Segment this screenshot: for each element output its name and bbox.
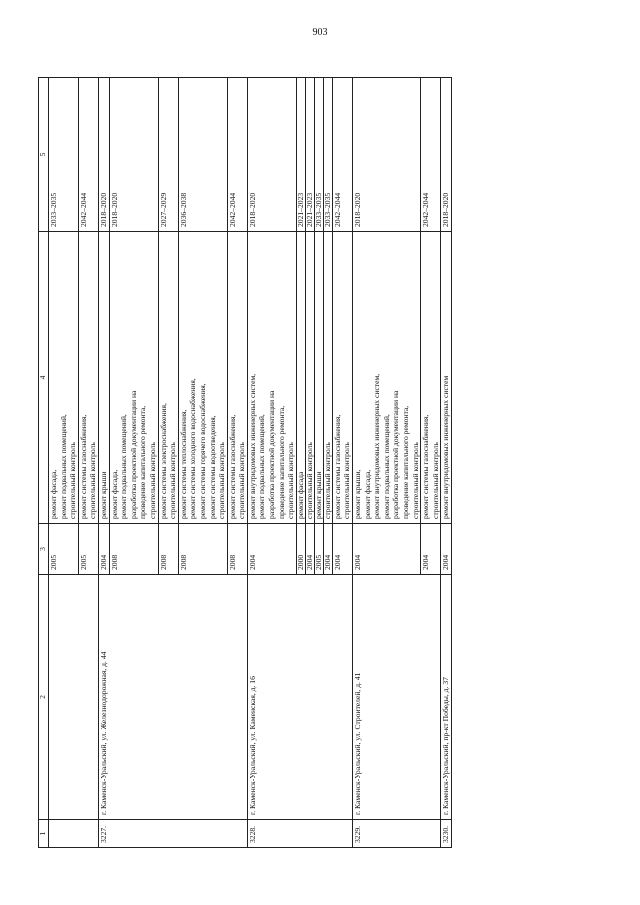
works-cell bbox=[158, 232, 178, 524]
works-cell bbox=[314, 232, 323, 524]
planned-period-cell: 2036–2038 bbox=[178, 78, 227, 232]
works-cell bbox=[305, 232, 314, 524]
address-cell: г. Каменск-Уральский, ул. Строителей, д. 41 bbox=[353, 575, 441, 820]
table-row bbox=[441, 78, 452, 848]
works-cell bbox=[98, 232, 109, 524]
build-year-cell: 2008 bbox=[227, 524, 247, 575]
work-line: строительный контроль bbox=[286, 442, 296, 519]
entry-number-cell: 3230. bbox=[441, 820, 452, 848]
planned-period-cell: 2042–2044 bbox=[227, 78, 247, 232]
table-row bbox=[49, 78, 79, 848]
work-line: ремонт системы газоснабжения, bbox=[227, 414, 237, 519]
work-line: строительный контроль bbox=[217, 442, 227, 519]
address-cell: г. Каменск-Уральский, пр-кт Победы, д. 37 bbox=[441, 575, 452, 820]
works-cell bbox=[332, 232, 352, 524]
work-line: ремонт внутридомовых инженерных систем, bbox=[247, 373, 257, 519]
address-cell: г. Каменск-Уральский, ул. Каменская, д. 16 bbox=[247, 575, 352, 820]
works-cell bbox=[441, 232, 452, 524]
work-line: ремонт фасада, bbox=[49, 469, 58, 519]
column-number-4: 4 bbox=[39, 232, 49, 524]
table-body bbox=[49, 78, 452, 848]
work-line: ремонт внутридомовых инженерных систем, bbox=[372, 373, 382, 519]
work-line: строительный контроль bbox=[304, 442, 314, 519]
work-line: строительный контроль bbox=[88, 442, 98, 519]
repair-schedule-table bbox=[38, 77, 452, 848]
work-line: разработка проектной документации на bbox=[267, 390, 277, 519]
planned-period-cell: 2018–2020 bbox=[441, 78, 452, 232]
column-number-3: 3 bbox=[39, 524, 49, 575]
build-year-cell: 2004 bbox=[353, 524, 421, 575]
planned-period-cell: 2042–2044 bbox=[78, 78, 98, 232]
work-line: ремонт системы электроснабжения, bbox=[158, 403, 168, 519]
work-line: ремонт подвальных помещений, bbox=[58, 414, 68, 519]
work-line: строительный контроль bbox=[237, 442, 247, 519]
work-line: проведение капитального ремонта, bbox=[276, 405, 286, 519]
build-year-cell: 2008 bbox=[178, 524, 227, 575]
planned-period-cell: 2018–2020 bbox=[98, 78, 109, 232]
column-number-1: 1 bbox=[39, 820, 49, 848]
build-year-cell: 2004 bbox=[247, 524, 296, 575]
work-line: проведение капитального ремонта, bbox=[401, 405, 410, 519]
work-line: ремонт системы газоснабжения, bbox=[332, 414, 342, 519]
works-cell bbox=[353, 232, 421, 524]
build-year-cell: 2005 bbox=[78, 524, 98, 575]
works-cell bbox=[247, 232, 296, 524]
work-line: ремонт системы водоотведения, bbox=[207, 415, 217, 519]
work-line: ремонт крыши, bbox=[353, 469, 363, 519]
rotated-table-wrapper bbox=[38, 78, 588, 848]
work-line: ремонт подвальных помещений, bbox=[381, 414, 391, 519]
works-cell bbox=[296, 232, 305, 524]
work-line: строительный контроль bbox=[322, 442, 332, 519]
build-year-cell: 2005 bbox=[49, 524, 79, 575]
work-line: строительный контроль bbox=[68, 442, 78, 519]
works-cell bbox=[49, 232, 79, 524]
column-number-row bbox=[39, 78, 49, 848]
works-cell bbox=[78, 232, 98, 524]
build-year-cell: 2004 bbox=[332, 524, 352, 575]
planned-period-cell: 2033–2035 bbox=[49, 78, 79, 232]
build-year-cell: 2000 bbox=[296, 524, 305, 575]
planned-period-cell: 2018–2020 bbox=[247, 78, 296, 232]
address-cell: г. Каменск-Уральский, ул. Железнодорожная, д. 44 bbox=[98, 575, 247, 820]
planned-period-cell: 2021–2023 bbox=[296, 78, 305, 232]
planned-period-cell: 2042–2044 bbox=[332, 78, 352, 232]
build-year-cell: 2004 bbox=[305, 524, 314, 575]
build-year-cell: 2004 bbox=[421, 524, 441, 575]
works-cell bbox=[323, 232, 332, 524]
entry-number-cell: 3228. bbox=[247, 820, 352, 848]
build-year-cell: 2008 bbox=[109, 524, 158, 575]
planned-period-cell: 2033–2035 bbox=[314, 78, 323, 232]
page-number: 903 bbox=[312, 27, 328, 38]
planned-period-cell: 2018–2020 bbox=[109, 78, 158, 232]
work-line: строительный контроль bbox=[147, 442, 157, 519]
work-line: ремонт системы теплоснабжения, bbox=[178, 409, 188, 519]
work-line: ремонт подвальных помещений, bbox=[119, 414, 129, 519]
work-line: ремонт системы холодного водоснабжения, bbox=[188, 378, 198, 519]
work-line: строительный контроль bbox=[410, 442, 420, 519]
work-line: разработка проектной документации на bbox=[391, 390, 401, 519]
build-year-cell: 2004 bbox=[98, 524, 109, 575]
build-year-cell: 2004 bbox=[441, 524, 452, 575]
works-cell bbox=[109, 232, 158, 524]
work-line: ремонт системы горячего водоснабжения, bbox=[197, 383, 207, 519]
work-line: ремонт фасада bbox=[295, 471, 305, 519]
planned-period-cell: 2033–2035 bbox=[323, 78, 332, 232]
planned-period-cell: 2027–2029 bbox=[158, 78, 178, 232]
entry-number-cell: 3229. bbox=[353, 820, 441, 848]
build-year-cell: 2008 bbox=[158, 524, 178, 575]
entry-number-cell bbox=[49, 820, 99, 848]
column-number-5: 5 bbox=[39, 78, 49, 232]
work-line: ремонт системы газоснабжения, bbox=[78, 414, 88, 519]
build-year-cell: 2004 bbox=[323, 524, 332, 575]
work-line: строительный контроль bbox=[342, 442, 352, 519]
work-line: ремонт фасада, bbox=[362, 469, 372, 519]
work-line: строительный контроль bbox=[168, 442, 178, 519]
work-line: разработка проектной документации на bbox=[128, 390, 138, 519]
planned-period-cell: 2018–2020 bbox=[353, 78, 421, 232]
work-line: ремонт крыши bbox=[313, 471, 323, 519]
work-line: строительный контроль bbox=[430, 442, 440, 519]
work-line: ремонт подвальных помещений, bbox=[257, 414, 267, 519]
column-number-2: 2 bbox=[39, 575, 49, 820]
planned-period-cell: 2042–2044 bbox=[421, 78, 441, 232]
work-line: ремонт фасада, bbox=[109, 469, 119, 519]
work-line: ремонт системы газоснабжения, bbox=[421, 414, 431, 519]
entry-number-cell: 3227. bbox=[98, 820, 247, 848]
work-line: ремонт внутридомовых инженерных систем bbox=[441, 375, 451, 519]
table-row bbox=[98, 78, 109, 848]
table-row bbox=[247, 78, 296, 848]
works-cell bbox=[421, 232, 441, 524]
table-row bbox=[353, 78, 421, 848]
build-year-cell: 2005 bbox=[314, 524, 323, 575]
work-line: ремонт крыши bbox=[98, 471, 108, 519]
works-cell bbox=[227, 232, 247, 524]
work-line: проведение капитального ремонта, bbox=[138, 405, 148, 519]
planned-period-cell: 2021–2023 bbox=[305, 78, 314, 232]
works-cell bbox=[178, 232, 227, 524]
address-cell bbox=[49, 575, 99, 820]
